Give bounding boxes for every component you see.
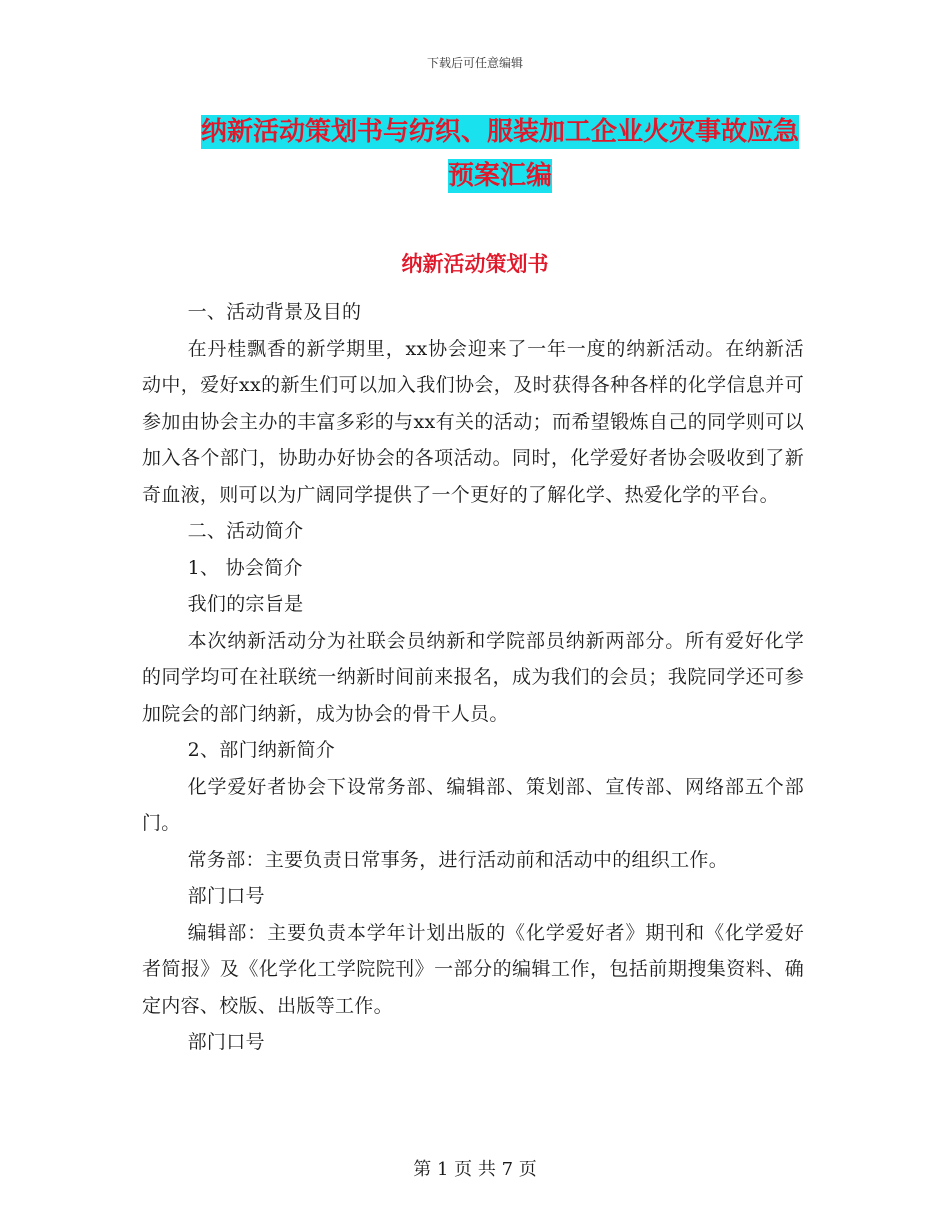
paragraph: 化学爱好者协会下设常务部、编辑部、策划部、宣传部、网络部五个部门。 xyxy=(142,775,804,834)
document-title-line-2: 预案汇编 xyxy=(447,161,552,191)
document-body xyxy=(142,294,804,1061)
page-number-footer: 第 1 页 共 7 页 xyxy=(413,1159,537,1180)
paragraph: 本次纳新活动分为社联会员纳新和学院部员纳新两部分。所有爱好化学的同学均可在社联统一纳新时间前来报名，成为我们的会员；我院同学还可参加院会的部门纳新，成为协会的骨干人员。 xyxy=(142,629,804,725)
paragraph: 1、 协会简介 xyxy=(187,556,303,579)
document-title-line-1: 纳新活动策划书与纺织、服装加工企业火灾事故应急 xyxy=(200,117,799,147)
paragraph: 编辑部：主要负责本学年计划出版的《化学爱好者》期刊和《化学爱好者简报》及《化学化工学院院刊》一部分的编辑工作，包括前期搜集资料、确定内容、校版、出版等工作。 xyxy=(142,921,804,1017)
header-note: 下载后可任意编辑 xyxy=(426,56,523,70)
paragraph: 我们的宗旨是 xyxy=(187,593,304,615)
paragraph: 一、活动背景及目的 xyxy=(187,301,362,323)
document-title xyxy=(140,110,860,198)
paragraph: 在丹桂飘香的新学期里，xx协会迎来了一年一度的纳新活动。在纳新活动中，爱好xx的新生们可以加入我们协会，及时获得各种各样的化学信息并可参加由协会主办的丰富多彩的与xx有关的活动；而希望锻炼自己的同学则可以加入各个部门，协助办好协会的各项活动。同时，化学爱好者协会吸收到了新奇血液，则可以为广阔同学提供了一个更好的了解化学、热爱化学的平台。 xyxy=(142,337,804,506)
paragraph: 二、活动简介 xyxy=(187,520,304,542)
paragraph: 常务部：主要负责日常事务，进行活动前和活动中的组织工作。 xyxy=(187,848,728,871)
paragraph: 2、部门纳新简介 xyxy=(187,739,336,761)
paragraph: 部门口号 xyxy=(187,1031,265,1053)
section-title: 纳新活动策划书 xyxy=(401,252,549,276)
paragraph: 部门口号 xyxy=(187,885,265,907)
